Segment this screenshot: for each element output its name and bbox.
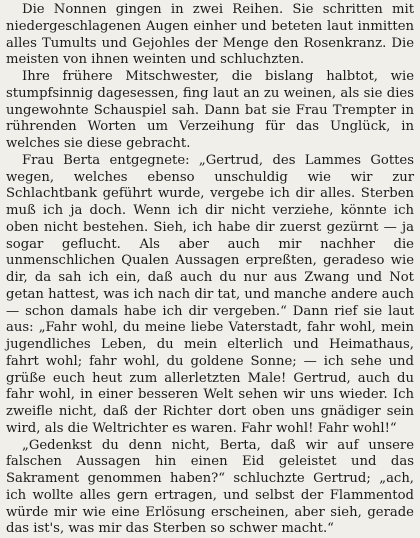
paragraph-nuns-procession: Die Nonnen gingen in zwei Reihen. Sie schritten mit niedergeschlagenen Augen einher und beteten laut inmitten alles Tumults und Gejohles der Menge den Rosenkranz. Die meisten von ihnen weinten und schluchzten.	[6, 2, 414, 69]
paragraph-gertrud-sobs: „Gedenkst du denn nicht, Berta, daß wir auf unsere falschen Aussagen hin einen Eid geleistet und das Sakrament genommen haben?“ schluchzte Gertrud; „ach, ich wollte alles gern ertragen, und selbst der Flammentod würde mir wie eine Erlösung erscheinen, aber sieh, gerade das ist's, was mir das Sterben so schwer macht.“	[6, 438, 414, 538]
paragraph-former-sister-weeps: Ihre frühere Mitschwester, die bislang halbtot, wie stumpfsinnig dagesessen, fing laut an zu weinen, als sie dies ungewohnte Schauspiel sah. Dann bat sie Frau Trempter in rührenden Worten um Verzeihung für das Unglück, in welches sie diese gebracht.	[6, 69, 414, 153]
paragraph-berta-reply: Frau Berta entgegnete: „Gertrud, des Lammes Gottes wegen, welches ebenso unschuldig wie wir zur Schlachtbank geführt wurde, vergebe ich dir alles. Sterben muß ich ja doch. Wenn ich dir nicht verziehe, könnte ich oben nicht bestehen. Sieh, ich habe dir zuerst gezürnt — ja sogar geflucht. Als aber auch mir nachher die unmenschlichen Qualen Aussagen erpreßten, geradeso wie dir, da sah ich ein, daß auch du nur aus Zwang und Not getan hattest, was ich nach dir tat, und manche andere auch — schon damals habe ich dir vergeben.“ Dann rief sie laut aus: „Fahr wohl, du meine liebe Vaterstadt, fahr wohl, mein jugendliches Leben, du mein elterlich und Heimathaus, fahrt wohl; fahr wohl, du goldene Sonne; — ich sehe und grüße euch heut zum allerletzten Male! Gertrud, auch du fahr wohl, in einer besseren Welt sehen wir uns wieder. Ich zweifle nicht, daß der Richter dort oben uns gnädiger sein wird, als die Weltrichter es waren. Fahr wohl! Fahr wohl!“	[6, 153, 414, 438]
